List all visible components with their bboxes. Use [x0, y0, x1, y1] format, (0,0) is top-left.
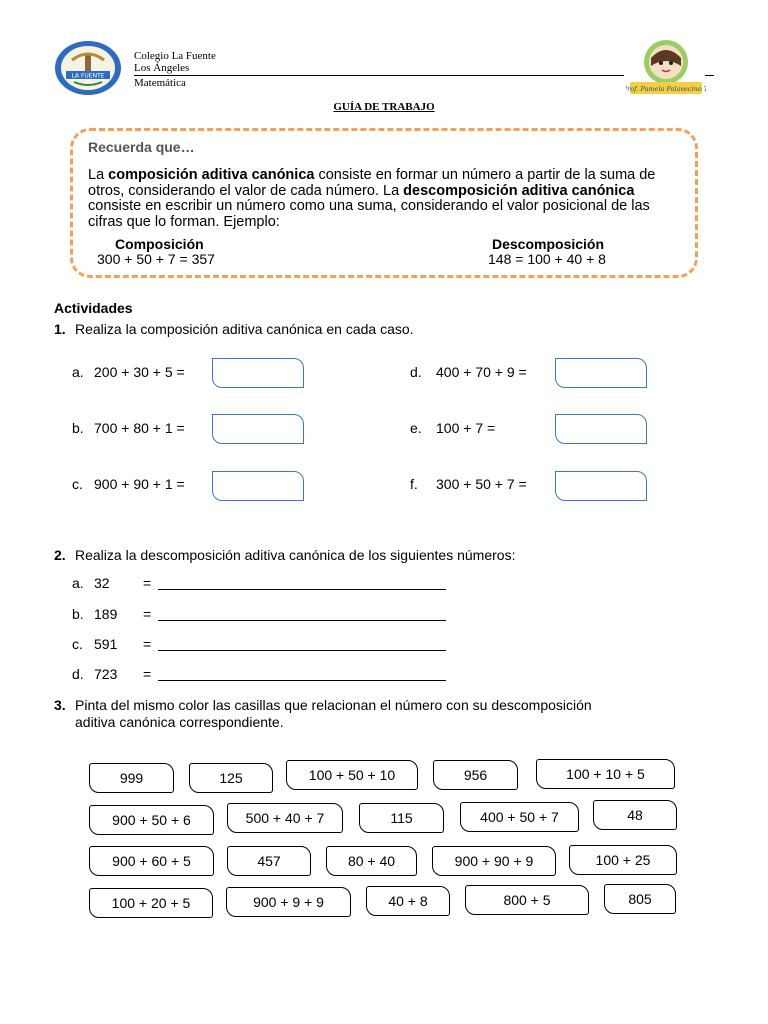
q1-instruction: Realiza la composición aditiva canónica en cada caso. [75, 321, 414, 337]
school-city: Los Ángeles [134, 62, 190, 74]
q2-equals: = [143, 636, 152, 652]
q2-item-letter: a. [72, 575, 84, 591]
q2-item-number: 32 [94, 575, 110, 591]
remember-text-segment: La [88, 167, 109, 183]
q1-answer-box-f[interactable] [555, 471, 647, 501]
q2-item-letter: d. [72, 666, 84, 682]
header-rule-end [705, 75, 714, 76]
color-tile[interactable]: 805 [604, 884, 676, 914]
guide-title: GUÍA DE TRABAJO [333, 101, 435, 113]
q1-item-letter: c. [72, 476, 83, 492]
color-tile[interactable]: 956 [433, 760, 518, 790]
q1-answer-box-d[interactable] [555, 358, 647, 388]
q2-answer-line-d[interactable] [158, 680, 446, 681]
q1-answer-box-e[interactable] [555, 414, 647, 444]
school-name: Colegio La Fuente [134, 50, 216, 62]
remember-title: Recuerda que… [88, 139, 195, 155]
q1-item-expression: 100 + 7 = [436, 420, 496, 436]
q1-item-letter: e. [410, 420, 422, 436]
remember-text-bold-term: composición aditiva canónica [108, 167, 315, 183]
q1-item-letter: a. [72, 364, 84, 380]
example-left-heading: Composición [115, 236, 204, 252]
q2-instruction: Realiza la descomposición aditiva canónica de los siguientes números: [75, 547, 516, 563]
color-tile[interactable]: 125 [189, 763, 273, 793]
subject-name: Matemática [134, 77, 186, 89]
q1-item-letter: f. [410, 476, 418, 492]
q1-answer-box-c[interactable] [212, 471, 304, 501]
school-logo [54, 40, 122, 96]
q2-item-number: 591 [94, 636, 118, 652]
q2-item-letter: b. [72, 606, 84, 622]
color-tile[interactable]: 457 [227, 846, 311, 876]
example-right-equation: 148 = 100 + 40 + 8 [488, 251, 606, 267]
color-tile[interactable]: 800 + 5 [465, 885, 589, 915]
color-tile[interactable]: 900 + 50 + 6 [89, 805, 214, 835]
q1-answer-box-a[interactable] [212, 358, 304, 388]
color-tile[interactable]: 100 + 10 + 5 [536, 759, 675, 789]
q2-item-number: 723 [94, 666, 118, 682]
color-tile[interactable]: 48 [593, 800, 677, 830]
q3-instruction-line1: Pinta del mismo color las casillas que relacionan el número con su descomposición [75, 697, 592, 713]
q3-number: 3. [54, 697, 66, 713]
color-tile[interactable]: 900 + 60 + 5 [89, 846, 214, 876]
q2-equals: = [143, 666, 152, 682]
header-rule [134, 75, 624, 76]
activities-heading: Actividades [54, 300, 133, 316]
q2-equals: = [143, 575, 152, 591]
q1-item-expression: 200 + 30 + 5 = [94, 364, 185, 380]
remember-text-segment: consiste en escribir un número como una suma, considerando el valor posicional de las cifras que lo forman. Ejemplo: [88, 198, 650, 230]
color-tile[interactable]: 900 + 90 + 9 [432, 846, 556, 876]
svg-text:Prof. Pamela Palavecino T.: Prof. Pamela Palavecino T. [626, 85, 706, 93]
q2-answer-line-b[interactable] [158, 620, 446, 621]
q2-item-letter: c. [72, 636, 83, 652]
color-tile[interactable]: 80 + 40 [326, 846, 417, 876]
color-tile[interactable]: 900 + 9 + 9 [226, 887, 351, 917]
q2-answer-line-c[interactable] [158, 650, 446, 651]
color-tile[interactable]: 115 [359, 803, 444, 833]
color-tile[interactable]: 999 [89, 763, 174, 793]
q2-answer-line-a[interactable] [158, 589, 446, 590]
q1-item-expression: 900 + 90 + 1 = [94, 476, 185, 492]
q2-item-number: 189 [94, 606, 118, 622]
q3-instruction-line2: aditiva canónica correspondiente. [75, 714, 284, 730]
q1-item-expression: 700 + 80 + 1 = [94, 420, 185, 436]
q1-item-expression: 300 + 50 + 7 = [436, 476, 527, 492]
remember-text [88, 168, 678, 230]
q1-item-expression: 400 + 70 + 9 = [436, 364, 527, 380]
color-tile[interactable]: 40 + 8 [366, 886, 450, 916]
q1-answer-box-b[interactable] [212, 414, 304, 444]
svg-text:LA FUENTE: LA FUENTE [71, 72, 105, 80]
remember-text-segment: consiste en formar un número a partir de la suma de otros, considerando el valor de cada número. La [88, 167, 656, 199]
q2-equals: = [143, 606, 152, 622]
color-tile[interactable]: 100 + 25 [569, 845, 677, 875]
color-tile[interactable]: 500 + 40 + 7 [227, 803, 343, 833]
color-tile[interactable]: 100 + 20 + 5 [89, 888, 213, 918]
example-right-heading: Descomposición [492, 236, 605, 252]
color-tile[interactable]: 400 + 50 + 7 [460, 802, 579, 832]
q1-number: 1. [54, 321, 66, 337]
color-tile[interactable]: 100 + 50 + 10 [286, 760, 418, 790]
example-left-equation: 300 + 50 + 7 = 357 [97, 251, 215, 267]
teacher-badge-image [626, 38, 706, 96]
q2-number: 2. [54, 547, 66, 563]
q1-item-letter: b. [72, 420, 84, 436]
remember-text-bold-term: descomposición aditiva canónica [403, 182, 635, 199]
q1-item-letter: d. [410, 364, 422, 380]
